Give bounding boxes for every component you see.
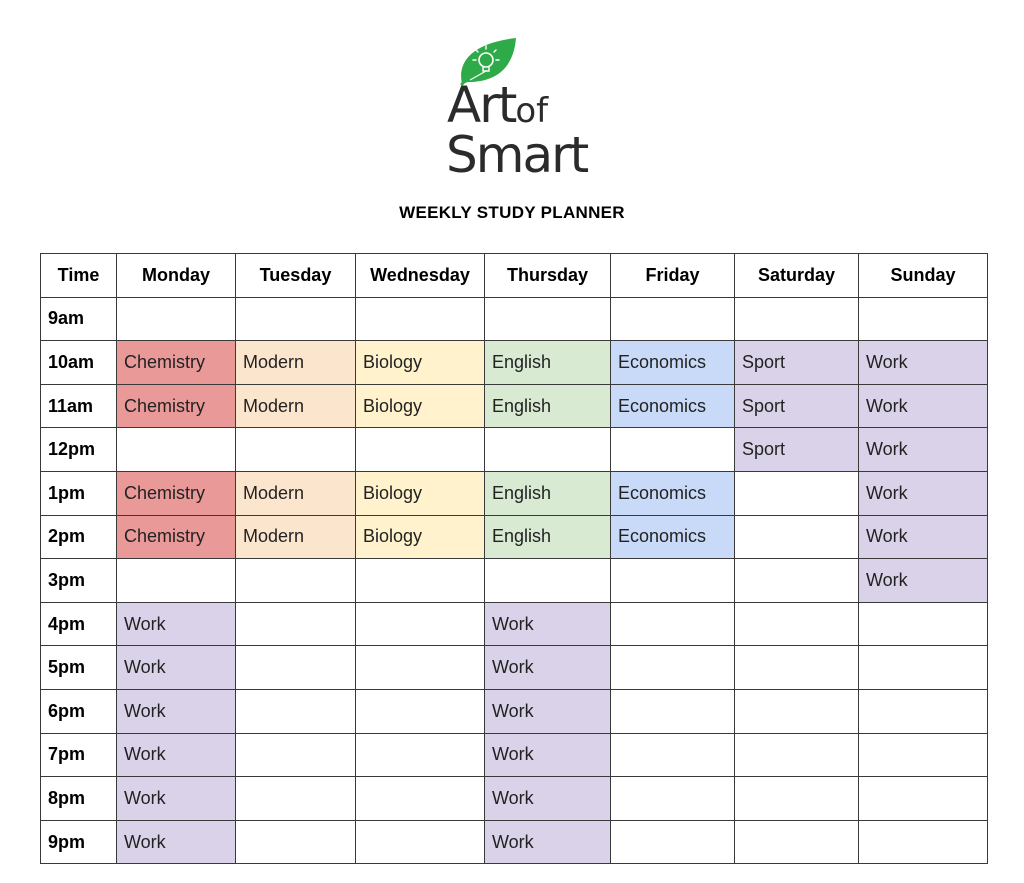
table-row [41,297,988,341]
schedule-cell: Modern [236,515,356,559]
table-row [41,515,988,559]
schedule-cell [236,733,356,777]
header-row [41,254,988,298]
schedule-cell [356,559,485,603]
schedule-cell [859,689,988,733]
schedule-cell [735,777,859,821]
schedule-cell: Sport [735,384,859,428]
table-row [41,646,988,690]
schedule-cell: Work [859,471,988,515]
schedule-cell: Work [117,777,236,821]
table-row [41,733,988,777]
schedule-cell: Work [117,689,236,733]
schedule-cell [356,646,485,690]
schedule-cell [236,820,356,864]
schedule-cell: Work [485,646,611,690]
schedule-cell [611,428,735,472]
schedule-cell [859,297,988,341]
time-slot-label: 1pm [41,471,117,515]
schedule-cell: Sport [735,341,859,385]
schedule-cell [859,646,988,690]
time-slot-label: 7pm [41,733,117,777]
schedule-cell: Chemistry [117,384,236,428]
schedule-cell [356,297,485,341]
schedule-cell [735,297,859,341]
schedule-cell: Work [117,820,236,864]
schedule-cell: Modern [236,341,356,385]
time-slot-label: 8pm [41,777,117,821]
schedule-cell: Work [485,689,611,733]
table-row [41,820,988,864]
schedule-cell [236,602,356,646]
column-header-friday: Friday [611,254,735,298]
schedule-cell [356,689,485,733]
schedule-cell: English [485,471,611,515]
logo-text-line1: Artof [447,76,549,134]
schedule-cell: Chemistry [117,341,236,385]
schedule-cell: Work [859,559,988,603]
schedule-cell [735,602,859,646]
schedule-cell [117,297,236,341]
schedule-cell [735,820,859,864]
schedule-cell: Biology [356,341,485,385]
schedule-cell [236,428,356,472]
schedule-cell: Economics [611,384,735,428]
schedule-cell [236,646,356,690]
time-slot-label: 2pm [41,515,117,559]
schedule-cell [735,559,859,603]
schedule-cell [485,428,611,472]
schedule-cell: Economics [611,471,735,515]
schedule-cell [611,733,735,777]
weekly-planner-table [40,253,988,864]
schedule-cell: Modern [236,384,356,428]
column-header-sunday: Sunday [859,254,988,298]
schedule-cell [859,820,988,864]
schedule-cell: English [485,384,611,428]
schedule-cell [735,689,859,733]
table-row [41,602,988,646]
schedule-cell [735,515,859,559]
table-row [41,428,988,472]
schedule-cell [611,689,735,733]
page-title: WEEKLY STUDY PLANNER [399,203,625,222]
schedule-cell: Work [485,602,611,646]
schedule-cell: Work [485,733,611,777]
schedule-cell [236,297,356,341]
schedule-cell: Work [485,777,611,821]
schedule-cell: Work [485,820,611,864]
column-header-wednesday: Wednesday [356,254,485,298]
table-row [41,384,988,428]
schedule-cell: Modern [236,471,356,515]
schedule-cell [735,471,859,515]
time-slot-label: 12pm [41,428,117,472]
schedule-cell [485,559,611,603]
schedule-cell [859,777,988,821]
time-slot-label: 6pm [41,689,117,733]
schedule-cell: Work [117,733,236,777]
schedule-cell [611,602,735,646]
schedule-cell [236,689,356,733]
table-row [41,559,988,603]
schedule-cell: English [485,341,611,385]
schedule-cell [611,777,735,821]
schedule-cell [356,602,485,646]
schedule-cell [356,820,485,864]
schedule-cell: Sport [735,428,859,472]
schedule-cell: English [485,515,611,559]
schedule-cell: Biology [356,515,485,559]
column-header-tuesday: Tuesday [236,254,356,298]
schedule-cell: Work [117,602,236,646]
schedule-cell [236,559,356,603]
time-slot-label: 9pm [41,820,117,864]
schedule-cell [356,777,485,821]
schedule-cell [611,820,735,864]
logo-text-line2: Smart [446,126,588,184]
schedule-cell: Work [859,384,988,428]
schedule-cell [859,733,988,777]
schedule-cell [735,733,859,777]
logo [440,34,600,184]
schedule-cell: Economics [611,341,735,385]
schedule-cell [117,428,236,472]
schedule-cell: Biology [356,471,485,515]
time-slot-label: 5pm [41,646,117,690]
schedule-cell [117,559,236,603]
schedule-cell [611,646,735,690]
schedule-cell [356,428,485,472]
time-slot-label: 9am [41,297,117,341]
schedule-cell [236,777,356,821]
schedule-cell [611,559,735,603]
table-row [41,341,988,385]
table-row [41,471,988,515]
time-slot-label: 10am [41,341,117,385]
column-header-monday: Monday [117,254,236,298]
schedule-cell [356,733,485,777]
schedule-cell: Work [859,341,988,385]
schedule-cell: Chemistry [117,515,236,559]
column-header-time: Time [41,254,117,298]
schedule-cell: Work [859,428,988,472]
schedule-cell: Chemistry [117,471,236,515]
time-slot-label: 4pm [41,602,117,646]
time-slot-label: 3pm [41,559,117,603]
schedule-cell [485,297,611,341]
column-header-thursday: Thursday [485,254,611,298]
time-slot-label: 11am [41,384,117,428]
schedule-cell: Biology [356,384,485,428]
planner-body [41,297,988,864]
schedule-cell: Work [859,515,988,559]
schedule-cell: Work [117,646,236,690]
schedule-cell [611,297,735,341]
column-header-saturday: Saturday [735,254,859,298]
table-row [41,777,988,821]
schedule-cell [859,602,988,646]
table-row [41,689,988,733]
schedule-cell: Economics [611,515,735,559]
schedule-cell [735,646,859,690]
